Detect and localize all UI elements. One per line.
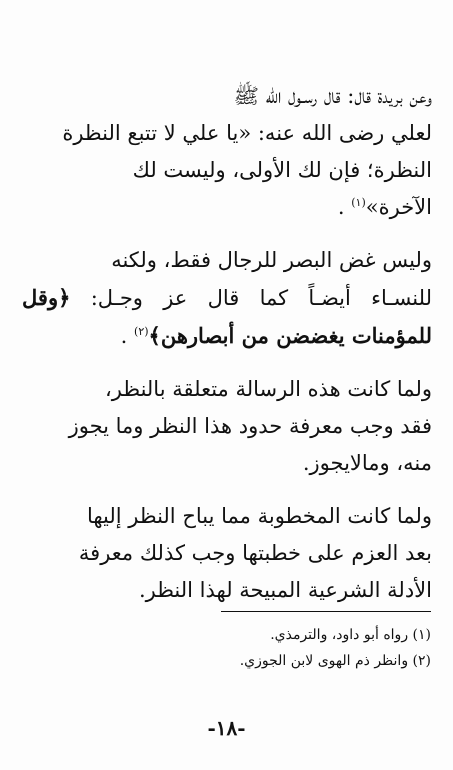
footnote-ref-1: (١) [351, 196, 366, 209]
p4-line-1: ولما كانت المخطوبة مما يباح النظر إليها [86, 504, 432, 528]
page-body [22, 78, 432, 609]
paragraph-1 [22, 78, 432, 226]
p4-line-2: بعد العزم على خطبتها وجب كذلك معرفة [78, 541, 432, 565]
paragraph-2 [22, 242, 432, 355]
p2-line-1: وليس غض البصر للرجال فقط، ولكنه [111, 248, 432, 272]
p3-line-2: فقد وجب معرفة حدود هذا النظر وما يجوز [68, 414, 432, 438]
footnote-2: (٢) وانظر ذم الهوى لابن الجوزي. [239, 653, 431, 669]
p2-line-2: للنسـاء أيضـاً كما قال عز وجـل: [90, 286, 432, 310]
p1-line-3: النظرة؛ فإن لك الأولى، وليست لك [132, 158, 432, 182]
p3-line-1: ولما كانت هذه الرسالة متعلقة بالنظر، [104, 377, 432, 401]
footnote-1: (١) رواه أبو داود، والترمذي. [270, 627, 431, 643]
paragraph-3 [22, 371, 432, 482]
p1-line-4: الآخرة» [365, 195, 432, 219]
p3-line-3: منه، ومالايجوز. [302, 451, 432, 475]
footnotes [21, 622, 431, 674]
p1-line-1: وعن بريدة قال: قال رسـول الله ﷺ [233, 84, 432, 108]
p4-line-3: الأدلة الشرعية المبيحة لهذا النظر. [138, 578, 432, 602]
paragraph-4 [22, 498, 432, 609]
p2-tail: . [120, 324, 135, 348]
footnote-separator [221, 611, 431, 612]
quran-verse: ﴿وقل للمؤمنات يغضضن من أبصارهن﴾ [22, 285, 432, 348]
page-number: -١٨- [207, 716, 246, 740]
footnote-ref-2: (٢) [134, 325, 149, 338]
p1-line-2: لعلي رضى الله عنه: «يا علي لا تتبع النظرة [62, 121, 432, 145]
p1-tail: . [337, 195, 352, 219]
